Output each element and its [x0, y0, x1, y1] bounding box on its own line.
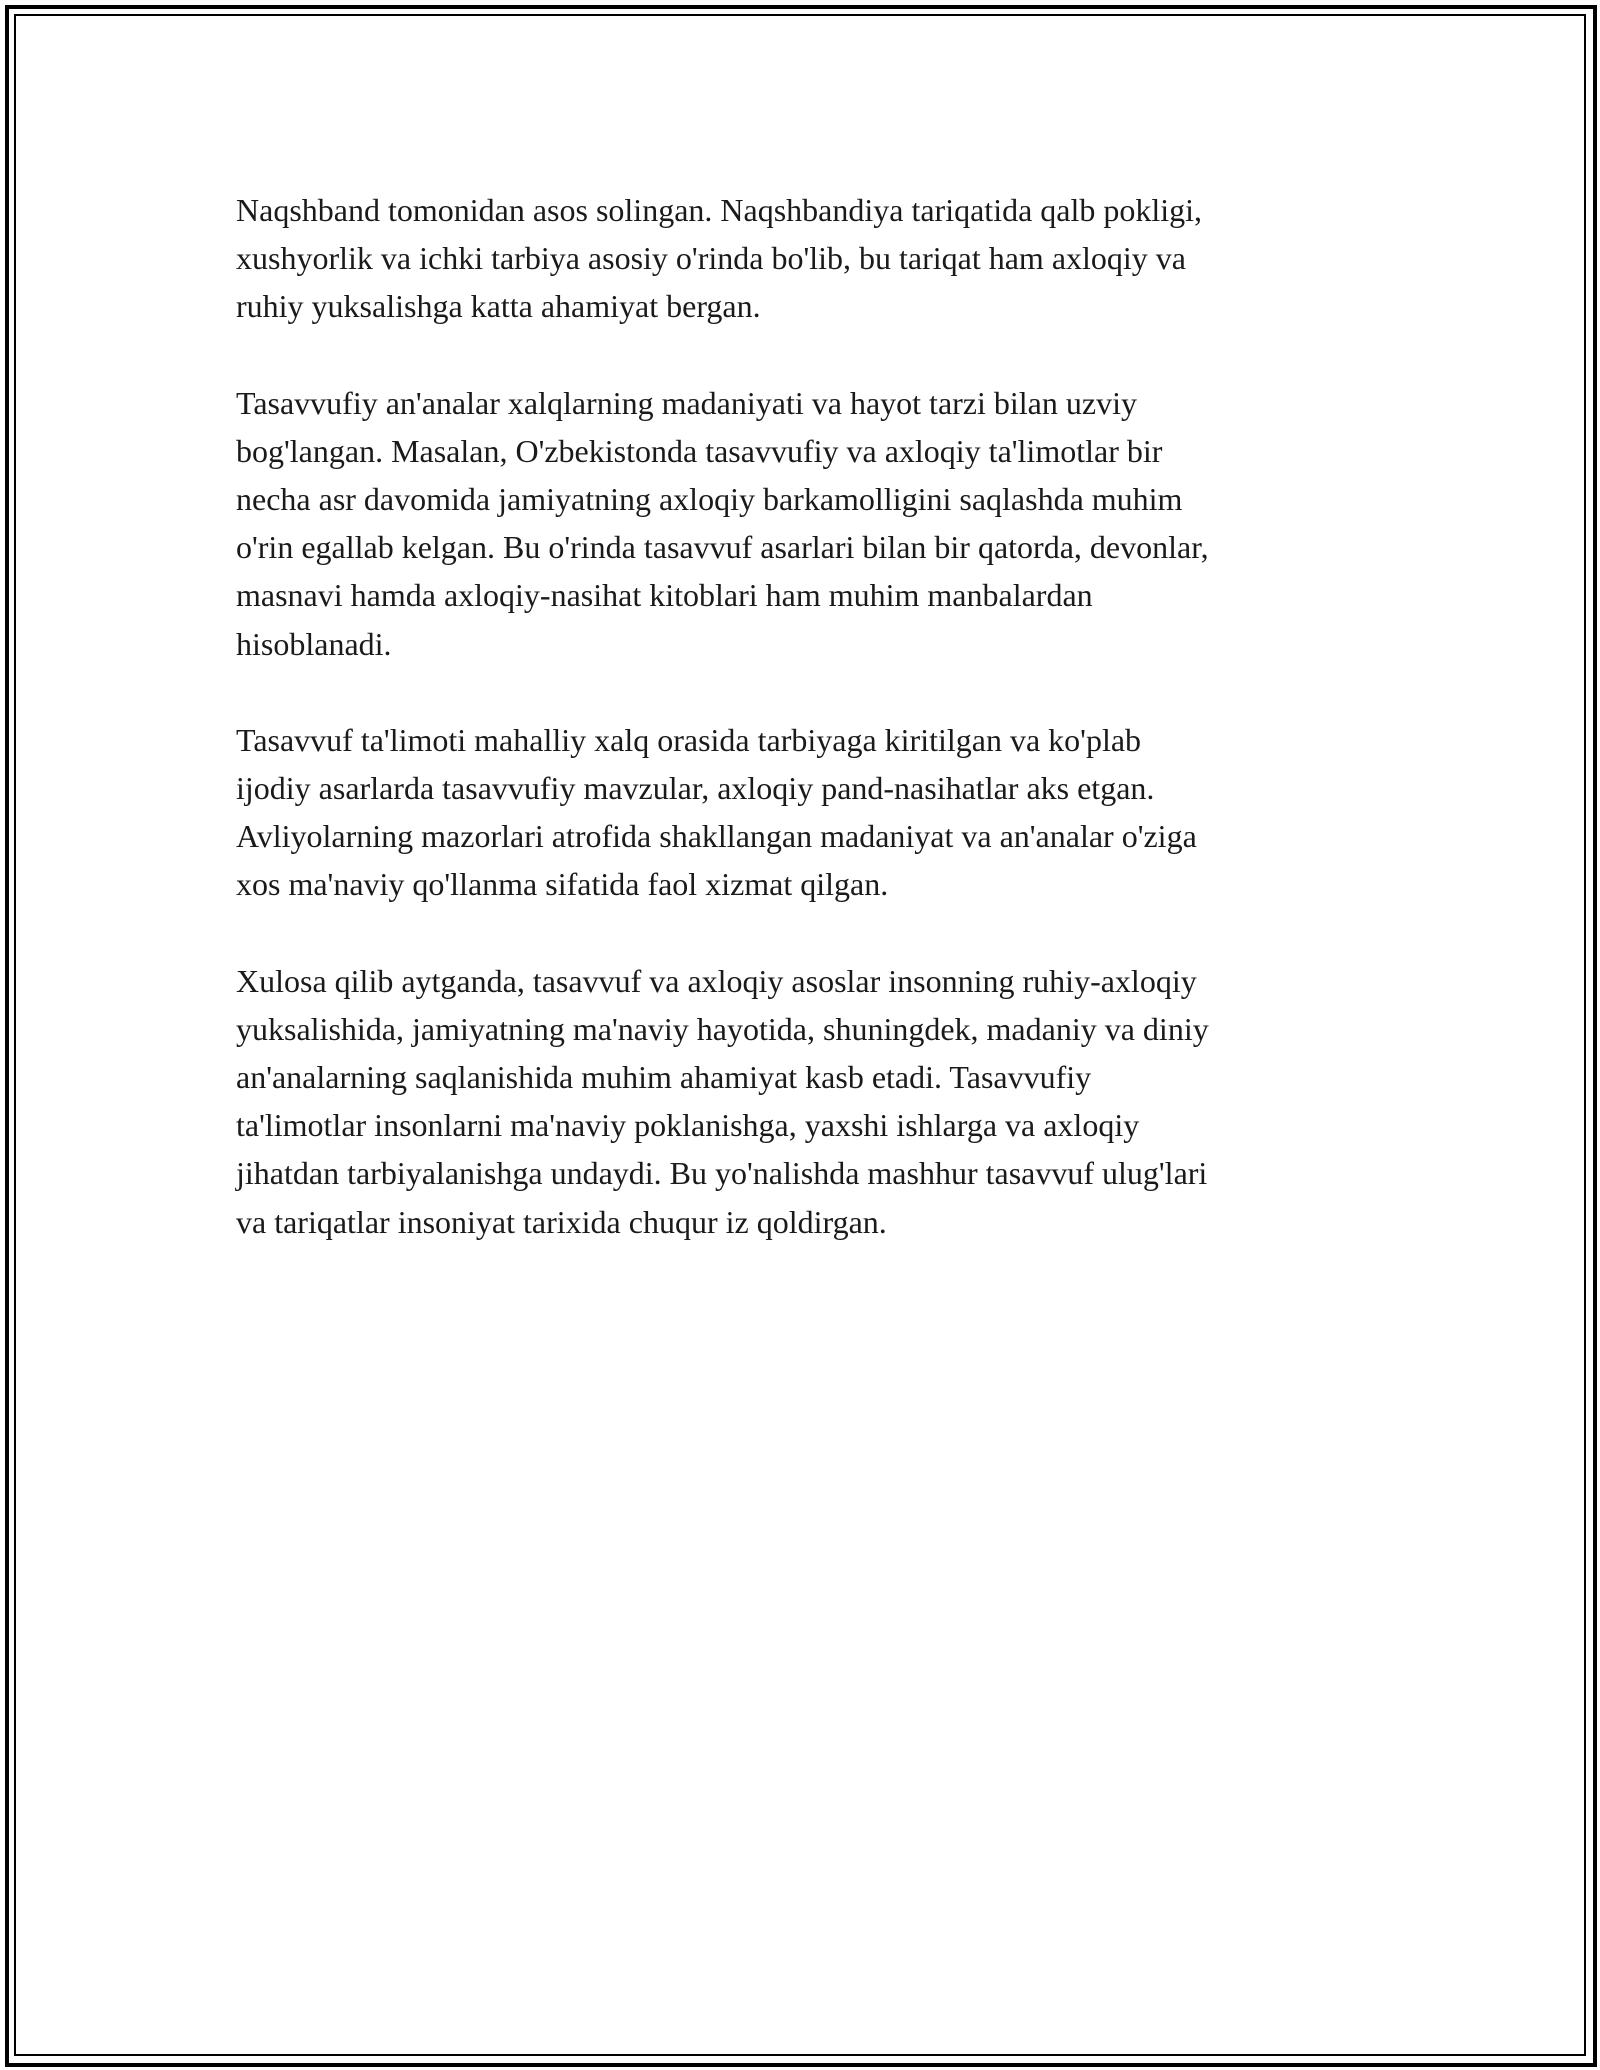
paragraph-line: Xulosa qilib aytganda, tasavvuf va axloqiy asoslar insonning ruhiy-axloqiy [236, 962, 1197, 999]
paragraph-line: Avliyolarning mazorlari atrofida shakllangan madaniyat va an'analar o'ziga [236, 818, 1197, 855]
paragraph-line: xos ma'naviy qo'llanma sifatida faol xizmat qilgan. [236, 866, 889, 903]
paragraph-line: ijodiy asarlarda tasavvufiy mavzular, axloqiy pand-nasihatlar aks etgan. [236, 770, 1155, 807]
paragraph-4 [236, 957, 1366, 1246]
paragraph-line: masnavi hamda axloqiy-nasihat kitoblari ham muhim manbalardan [236, 577, 1093, 614]
paragraph-line: yuksalishida, jamiyatning ma'naviy hayotida, shuningdek, madaniy va diniy [236, 1010, 1209, 1047]
document-body [236, 186, 1366, 1294]
paragraph-2 [236, 379, 1366, 668]
paragraph-line: xushyorlik va ichki tarbiya asosiy o'rinda bo'lib, bu tariqat ham axloqiy va [236, 240, 1186, 277]
paragraph-line: hisoblanadi. [236, 625, 392, 662]
paragraph-line: jihatdan tarbiyalanishga undaydi. Bu yo'nalishda mashhur tasavvuf ulug'lari [236, 1155, 1208, 1192]
paragraph-line: bog'langan. Masalan, O'zbekistonda tasavvufiy va axloqiy ta'limotlar bir [236, 432, 1163, 469]
paragraph-line: Naqshband tomonidan asos solingan. Naqshbandiya tariqatida qalb pokligi, [236, 192, 1203, 228]
paragraph-line: necha asr davomida jamiyatning axloqiy barkamolligini saqlashda muhim [236, 481, 1183, 518]
paragraph-line: Tasavvuf ta'limoti mahalliy xalq orasida tarbiyaga kiritilgan va ko'plab [236, 721, 1142, 758]
paragraph-3 [236, 716, 1366, 909]
paragraph-line: ruhiy yuksalishga katta ahamiyat bergan. [236, 288, 761, 325]
paragraph-line: o'rin egallab kelgan. Bu o'rinda tasavvuf asarlari bilan bir qatorda, devonlar, [236, 529, 1209, 566]
paragraph-line: an'analarning saqlanishida muhim ahamiyat kasb etadi. Tasavvufiy [236, 1059, 1092, 1096]
paragraph-1 [236, 186, 1366, 331]
paragraph-line: Tasavvufiy an'analar xalqlarning madaniyati va hayot tarzi bilan uzviy [236, 384, 1137, 421]
paragraph-line: va tariqatlar insoniyat tarixida chuqur iz qoldirgan. [236, 1203, 887, 1240]
paragraph-line: ta'limotlar insonlarni ma'naviy poklanishga, yaxshi ishlarga va axloqiy [236, 1107, 1140, 1144]
